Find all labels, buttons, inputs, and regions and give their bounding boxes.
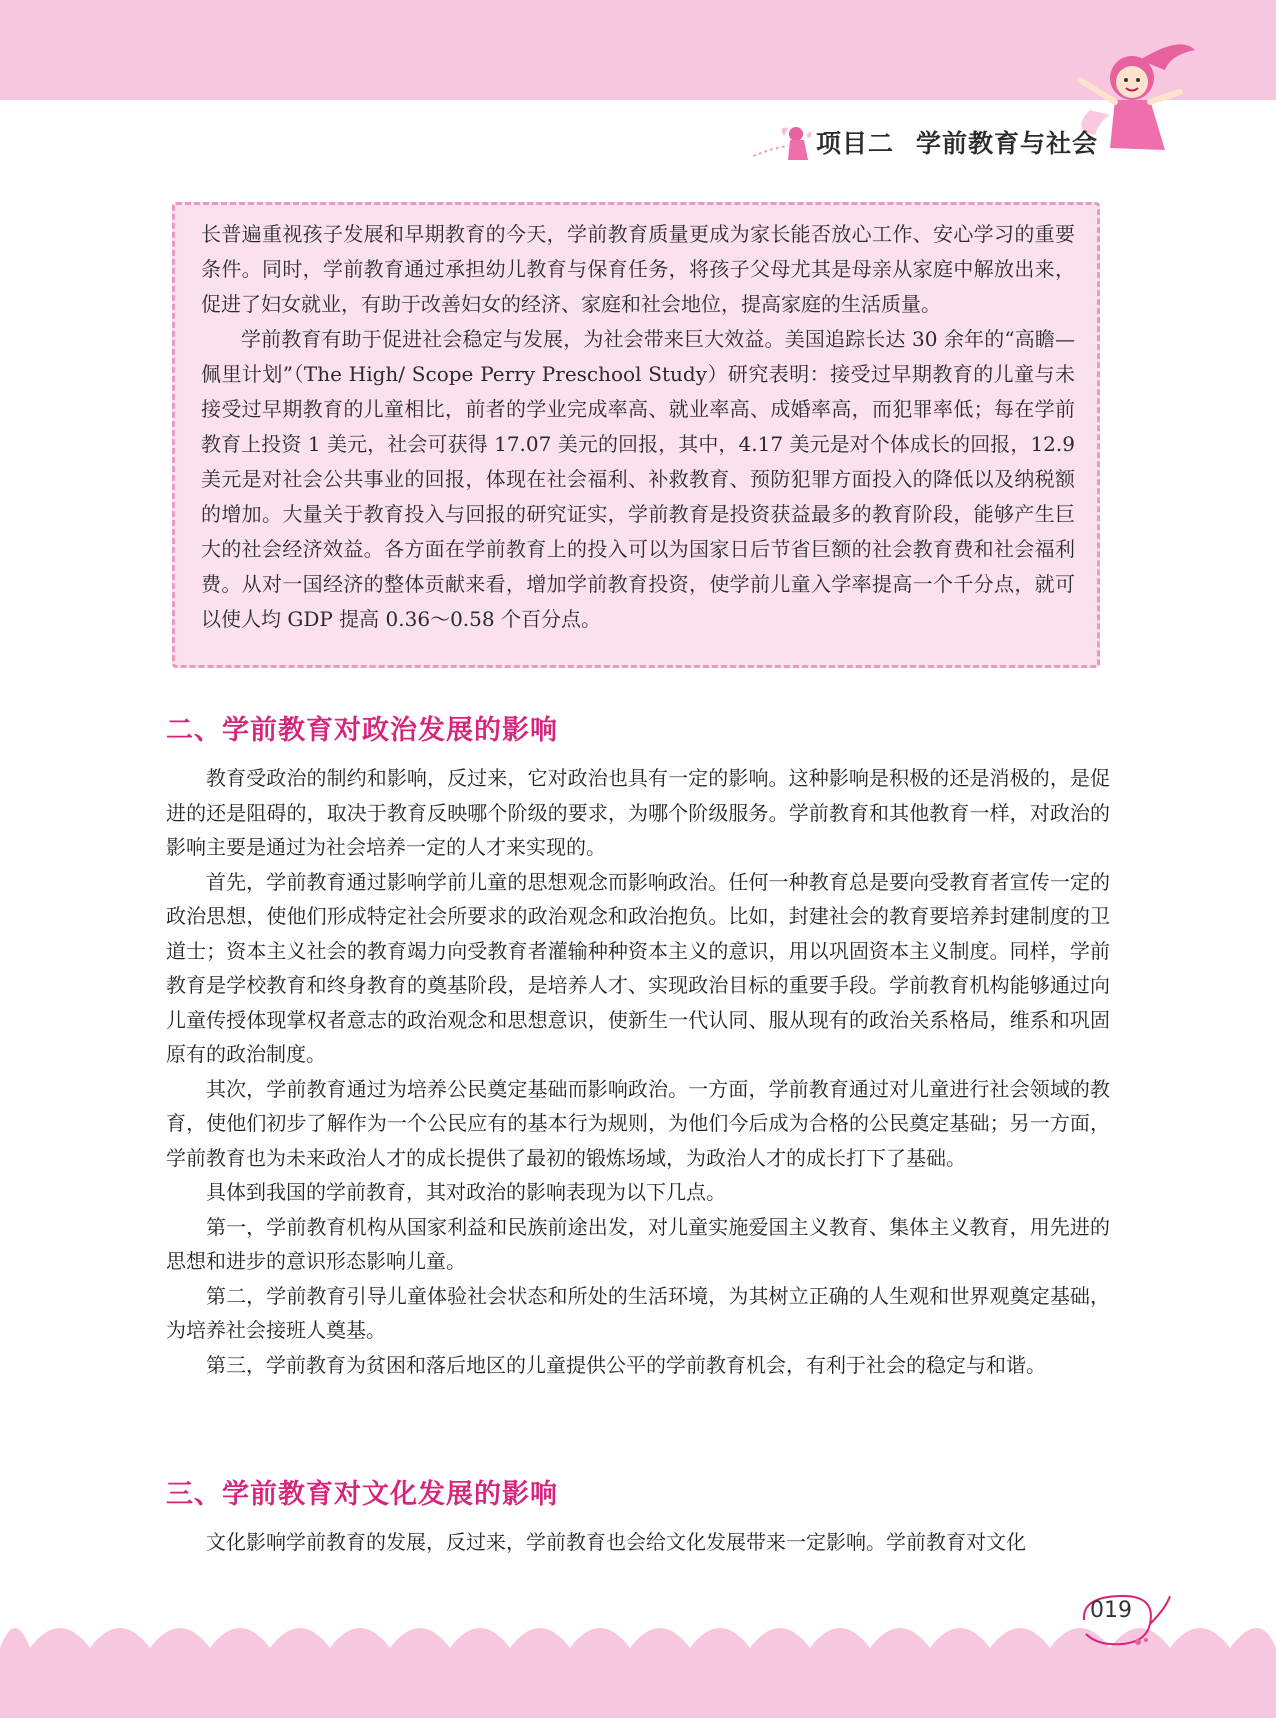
running-header — [816, 124, 1098, 160]
body-paragraph: 其次，学前教育通过为培养公民奠定基础而影响政治。一方面，学前教育通过对儿童进行社会领域的教育，使他们初步了解作为一个公民应有的基本行为规则，为他们今后成为合格的公民奠定基础；另一方面，学前教育也为未来政治人才的成长提供了最初的锻炼场域，为政治人才的成长打下了基础。 — [166, 1076, 1110, 1170]
page-number-badge — [1078, 1590, 1178, 1650]
box-paragraph-2: 学前教育有助于促进社会稳定与发展，为社会带来巨大效益。美国追踪长达 30 余年的“高瞻—佩里计划”（The High/ Scope Perry Preschool Study）研究表明：接受过早期教育的儿童与未接受过早期教育的儿童相比，前者的学业完成率高、就业率高、成婚率高，而犯罪率低；每在学前教育上投资 1 美元，社会可获得 17.07 美元的回报，其中，4.17 美元是对个体成长的回报，12.9 美元是对社会公共事业的回报，体现在社会福利、补救教育、预防犯罪方面投入的降低以及纳税额的增加。大量关于教育投入与回报的研究证实，学前教育是投资获益最多的教育阶段，能够产生巨大的社会经济效益。各方面在学前教育上的投入可以为国家日后节省巨额的社会教育费和社会福利费。从对一国经济的整体贡献来看，增加学前教育投资，使学前儿童入学率提高一个千分点，就可以使人均 GDP 提高 0.36～0.58 个百分点。 — [201, 327, 1075, 631]
highlight-box-content — [201, 217, 1075, 637]
section-body-politics — [166, 761, 1110, 1382]
body-paragraph: 具体到我国的学前教育，其对政治的影响表现为以下几点。 — [206, 1180, 726, 1204]
section-heading-politics: 二、学前教育对政治发展的影响 — [166, 715, 558, 746]
section-heading-culture: 三、学前教育对文化发展的影响 — [166, 1479, 558, 1510]
body-paragraph: 首先，学前教育通过影响学前儿童的思想观念而影响政治。任何一种教育总是要向受教育者宣传一定的政治思想，使他们形成特定社会所要求的政治观念和政治抱负。比如，封建社会的教育要培养封建制度的卫道士；资本主义社会的教育竭力向受教育者灌输种种资本主义的意识，用以巩固资本主义制度。同样，学前教育是学校教育和终身教育的奠基阶段，是培养人才、实现政治目标的重要手段。学前教育机构能够通过向儿童传授体现掌权者意志的政治观念和思想意识，使新生一代认同、服从现有的政治关系格局，维系和巩固原有的政治制度。 — [166, 869, 1110, 1066]
body-paragraph: 第三，学前教育为贫困和落后地区的儿童提供公平的学前教育机会，有利于社会的稳定与和谐。 — [206, 1352, 1046, 1377]
small-fairy-icon — [748, 118, 818, 168]
bottom-decorative-band — [0, 1650, 1276, 1718]
body-paragraph: 第一，学前教育机构从国家利益和民族前途出发，对儿童实施爱国主义教育、集体主义教育，用先进的思想和进步的意识形态影响儿童。 — [166, 1214, 1110, 1273]
page-number: 019 — [1090, 1598, 1132, 1623]
highlight-box — [172, 202, 1100, 668]
box-paragraph-1: 长普遍重视孩子发展和早期教育的今天，学前教育质量更成为家长能否放心工作、安心学习的重要条件。同时，学前教育通过承担幼儿教育与保育任务，将孩子父母尤其是母亲从家庭中解放出来，促进了妇女就业，有助于改善妇女的经济、家庭和社会地位，提高家庭的生活质量。 — [201, 222, 1075, 316]
chapter-title: 学前教育与社会 — [916, 129, 1099, 158]
project-label: 项目二 — [816, 129, 895, 158]
body-paragraph: 第二，学前教育引导儿童体验社会状态和所处的生活环境，为其树立正确的人生观和世界观奠定基础，为培养社会接班人奠基。 — [166, 1283, 1110, 1342]
body-paragraph: 教育受政治的制约和影响，反过来，它对政治也具有一定的影响。这种影响是积极的还是消极的，是促进的还是阻碍的，取决于教育反映哪个阶级的要求，为哪个阶级服务。学前教育和其他教育一样，对政治的影响主要是通过为社会培养一定的人才来实现的。 — [166, 766, 1110, 859]
body-paragraph: 文化影响学前教育的发展，反过来，学前教育也会给文化发展带来一定影响。学前教育对文化 — [206, 1530, 1026, 1554]
section-body-culture — [166, 1525, 1110, 1560]
